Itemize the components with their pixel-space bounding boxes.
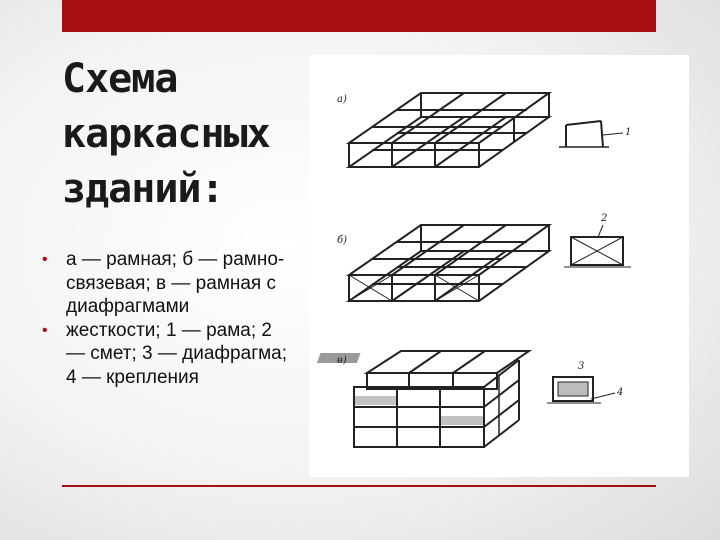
scheme-a-diagram (349, 93, 549, 167)
title-line-2: каркасных (62, 111, 270, 157)
bullet-text-1: а — рамная; б — рамно-связевая; в — рамная с диафрагмами (66, 249, 285, 317)
diaphragm-detail-3 (547, 377, 601, 403)
label-a: а) (337, 94, 347, 105)
label-c: в) (337, 355, 347, 366)
frame-schemes-figure (309, 55, 689, 477)
label-1: 1 (625, 127, 632, 138)
braced-frame-detail-2 (564, 237, 631, 267)
label-3: 3 (578, 361, 585, 372)
bullet-text-2: жесткости; 1 — рама; 2 — смет; 3 — диафрагма; 4 — крепления (66, 319, 288, 388)
bottom-accent-line (62, 485, 656, 487)
label-4: 4 (617, 387, 624, 398)
frame-detail-1 (559, 121, 609, 147)
title-line-1: Схема (62, 56, 178, 102)
label-b: б) (337, 235, 348, 246)
slide-title (62, 52, 302, 217)
bullet-dot-icon: • (42, 321, 48, 339)
scheme-b-diagram (349, 225, 549, 301)
title-line-3: зданий: (62, 166, 224, 212)
top-accent-bar (62, 0, 656, 32)
bullet-dot-icon: • (42, 251, 48, 268)
bullet-list (42, 248, 292, 389)
bullet-item-2 (42, 319, 292, 390)
bullet-item-1 (42, 248, 292, 319)
label-2: 2 (601, 213, 608, 224)
